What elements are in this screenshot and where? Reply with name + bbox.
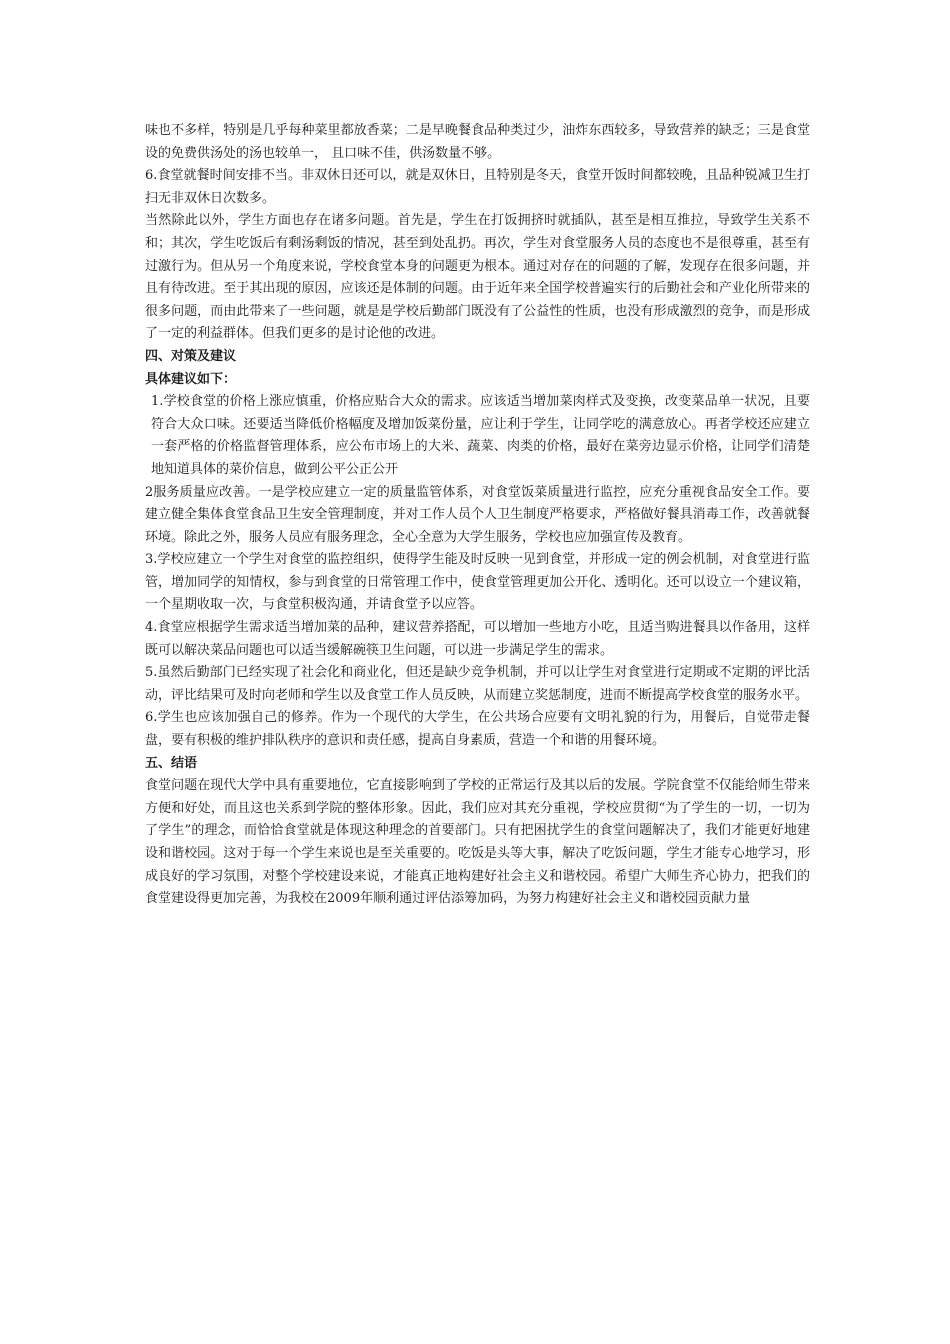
list-item: 1.学校食堂的价格上涨应慎重，价格应贴合大众的需求。应该适当增加菜肉样式及变换，改变菜品单一状况，且要符合大众口味。还要适当降低价格幅度及增加饭菜份量，应让利于学生，让同学吃的满意放心。再者学校还应建立一套严格的价格监督管理体系，应公布市场上的大米、蔬菜、肉类的价格，最好在菜旁边显示价格，让同学们清楚地知道具体的菜价信息，做到公平公正公开 bbox=[151, 394, 810, 477]
list-item: 2服务质量应改善。一是学校应建立一定的质量监管体系，对食堂饭菜质量进行监控，应充分重视食品安全工作。要建立健全集体食堂食品卫生安全管理制度，并对工作人员个人卫生制度严格要求，严格做好餐具消毒工作，改善就餐环境。除此之外，服务人员应有服务理念，全心全意为大学生服务，学校也应加强宣传及教育。 bbox=[145, 484, 810, 545]
paragraph: 食堂问题在现代大学中具有重要地位，它直接影响到了学校的正常运行及其以后的发展。学院食堂不仅能给师生带来方便和好处，而且这也关系到学院的整体形象。因此，我们应对其充分重视，学校应贯彻“为了学生的一切，一切为了学生”的理念，而恰恰食堂就是体现这种理念的首要部门。只有把困扰学生的食堂问题解决了，我们才能更好地建设和谐校园。这对于每一个学生来说也是至关重要的。吃饭是头等大事，解决了吃饭问题，学生才能专心地学习，形成良好的学习氛围，对整个学校建设来说，才能真正地构建好社会主义和谐校园。希望广大师生齐心协力，把我们的食堂建设得更加完善，为我校在2009年顺利通过评估添筹加码，为努力构建好社会主义和谐校园贡献力量 bbox=[145, 778, 810, 907]
list-item: 3.学校应建立一个学生对食堂的监控组织，使得学生能及时反映一见到食堂，并形成一定的例会机制，对食堂进行监管，增加同学的知情权，参与到食堂的日常管理工作中，使食堂管理更加公开化、透明化。还可以设立一个建议箱，一个星期收取一次，与食堂积极沟通，并请食堂予以应答。 bbox=[145, 552, 810, 613]
paragraph: 6.食堂就餐时间安排不当。非双休日还可以，就是双休日，且特别是冬天，食堂开饭时间都较晚，且品种锐减卫生打扫无非双休日次数多。 bbox=[145, 168, 810, 206]
section-subheading: 具体建议如下： bbox=[145, 371, 237, 387]
paragraph: 当然除此以外，学生方面也存在诸多问题。首先是，学生在打饭拥挤时就插队，甚至是相互推拉，导致学生关系不和；其次，学生吃饭后有剩汤剩饭的情况，甚至到处乱扔。再次，学生对食堂服务人员的态度也不是很尊重，甚至有过激行为。但从另一个角度来说，学校食堂本身的问题更为根本。通过对存在的问题的了解，发现存在很多问题，并且有待改进。至于其出现的原因，应该还是体制的问题。由于近年来全国学校普遍实行的后勤社会和产业化所带来的很多问题，而由此带来了一些问题，就是是学校后勤部门既没有了公益性的性质，也没有形成激烈的竞争，而是形成了一定的利益群体。但我们更多的是讨论他的改进。 bbox=[145, 213, 810, 342]
paragraph: 味也不多样，特别是几乎每种菜里都放香菜；二是早晚餐食品种类过少，油炸东西较多，导致营养的缺乏；三是食堂设的免费供汤处的汤也较单一， 且口味不佳，供汤数量不够。 bbox=[145, 123, 810, 161]
document-page bbox=[145, 120, 810, 911]
list-item: 5.虽然后勤部门已经实现了社会化和商业化，但还是缺少竞争机制，并可以让学生对食堂进行定期或不定期的评比活动，评比结果可及时向老师和学生以及食堂工作人员反映，从而建立奖惩制度，进而不断提高学校食堂的服务水平。 bbox=[145, 665, 810, 703]
section-heading-4: 四、对策及建议 bbox=[145, 348, 237, 364]
list-item: 6.学生也应该加强自己的修养。作为一个现代的大学生，在公共场合应要有文明礼貌的行为，用餐后，自觉带走餐盘，要有积极的维护排队秩序的意识和责任感，提高自身素质，营造一个和谐的用餐环境。 bbox=[145, 710, 810, 749]
list-item: 4.食堂应根据学生需求适当增加菜的品种，建议营养搭配，可以增加一些地方小吃，且适当购进餐具以作备用，这样既可以解决菜品问题也可以适当缓解碗筷卫生问题，可以进一步满足学生的需求。 bbox=[145, 620, 810, 658]
section-heading-5: 五、结语 bbox=[145, 755, 198, 771]
